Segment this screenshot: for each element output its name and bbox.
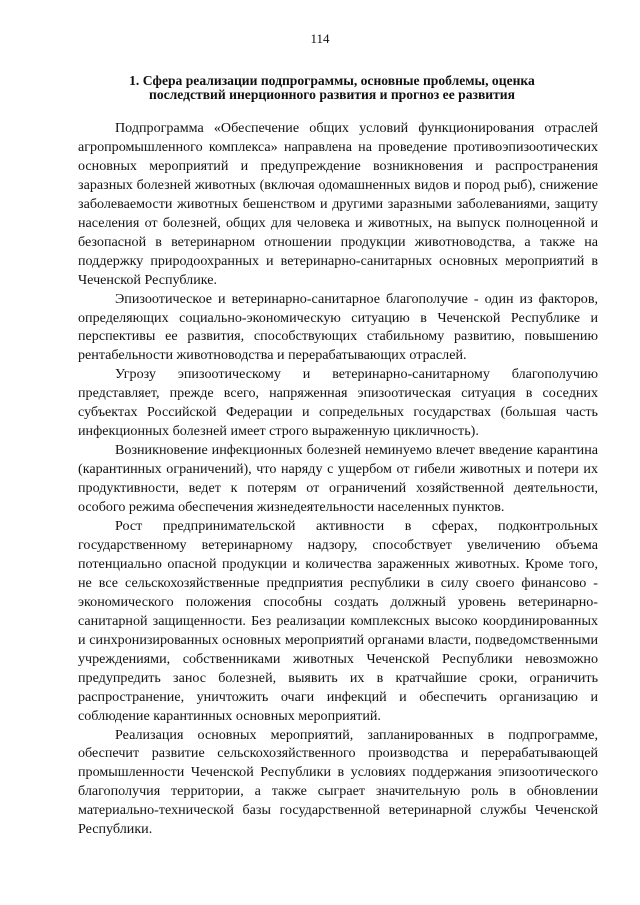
section-heading-line-1: 1. Сфера реализации подпрограммы, основные проблемы, оценка (129, 73, 535, 88)
paragraph-4: Возникновение инфекционных болезней неминуемо влечет введение карантина (карантинных ограничений), что наряду с ущербом от гибели животных и потери их продуктивности, ведет к потерям от ограничений хозяйственной деятельности, особого режима обеспечения жизнедеятельности населенных пунктов. (78, 442, 598, 516)
page-number: 114 (310, 31, 330, 46)
section-heading (108, 74, 556, 102)
body-text (78, 119, 598, 839)
paragraph-2: Эпизоотическое и ветеринарно-санитарное благополучие - один из факторов, определяющих социально-экономическую ситуацию в Чеченской Республике и перспективы ее развития, способствующих стабильному развитию, повышению рентабельности животноводства и перерабатывающих отраслей. (78, 290, 598, 364)
paragraph-3: Угрозу эпизоотическому и ветеринарно-санитарному благополучию представляет, прежде всего, напряженная эпизоотическая ситуация в соседних субъектах Российской Федерации и сопредельных государствах (большая часть инфекционных болезней имеет строго выраженную цикличность). (78, 366, 598, 440)
paragraph-1: Подпрограмма «Обеспечение общих условий функционирования отраслей агропромышленного комплекса» направлена на проведение противоэпизоотических основных мероприятий и предупреждение возникновения и распространения заразных болезней животных (включая одомашненных видов и пород рыб), снижение заболеваемости животных бешенством и другими заразными заболеваниями, защиту населения от болезней, общих для человека и животных, на выпуск полноценной и безопасной в ветеринарном отношении продукции животноводства, а также на поддержку природоохранных и ветеринарно-санитарных основных мероприятий в Чеченской Республике. (78, 120, 598, 288)
paragraph-5: Рост предпринимательской активности в сферах, подконтрольных государственному ветеринарному надзору, способствует увеличению объема потенциально опасной продукции и количества зараженных животных. Кроме того, не все сельскохозяйственные предприятия республики в силу своего финансово - экономического положения способны создать должный уровень ветеринарно-санитарной защищенности. Без реализации комплексных высоко координированных и синхронизированных основных мероприятий органами власти, подведомственными учреждениями, собственниками животных Чеченской Республики невозможно предупредить занос болезней, выявить их в кратчайшие сроки, ограничить распространение, уничтожить очаги инфекций и обеспечить организацию и соблюдение карантинных основных мероприятий. (78, 518, 598, 724)
paragraph-6: Реализация основных мероприятий, запланированных в подпрограмме, обеспечит развитие сельскохозяйственного производства и перерабатывающей промышленности Чеченской Республики в условиях поддержания эпизоотического благополучия территории, а также сыграет значительную роль в обновлении материально-технической базы государственной ветеринарной службы Чеченской Республики. (78, 726, 598, 838)
section-heading-line-2: последствий инерционного развития и прогноз ее развития (148, 87, 515, 102)
